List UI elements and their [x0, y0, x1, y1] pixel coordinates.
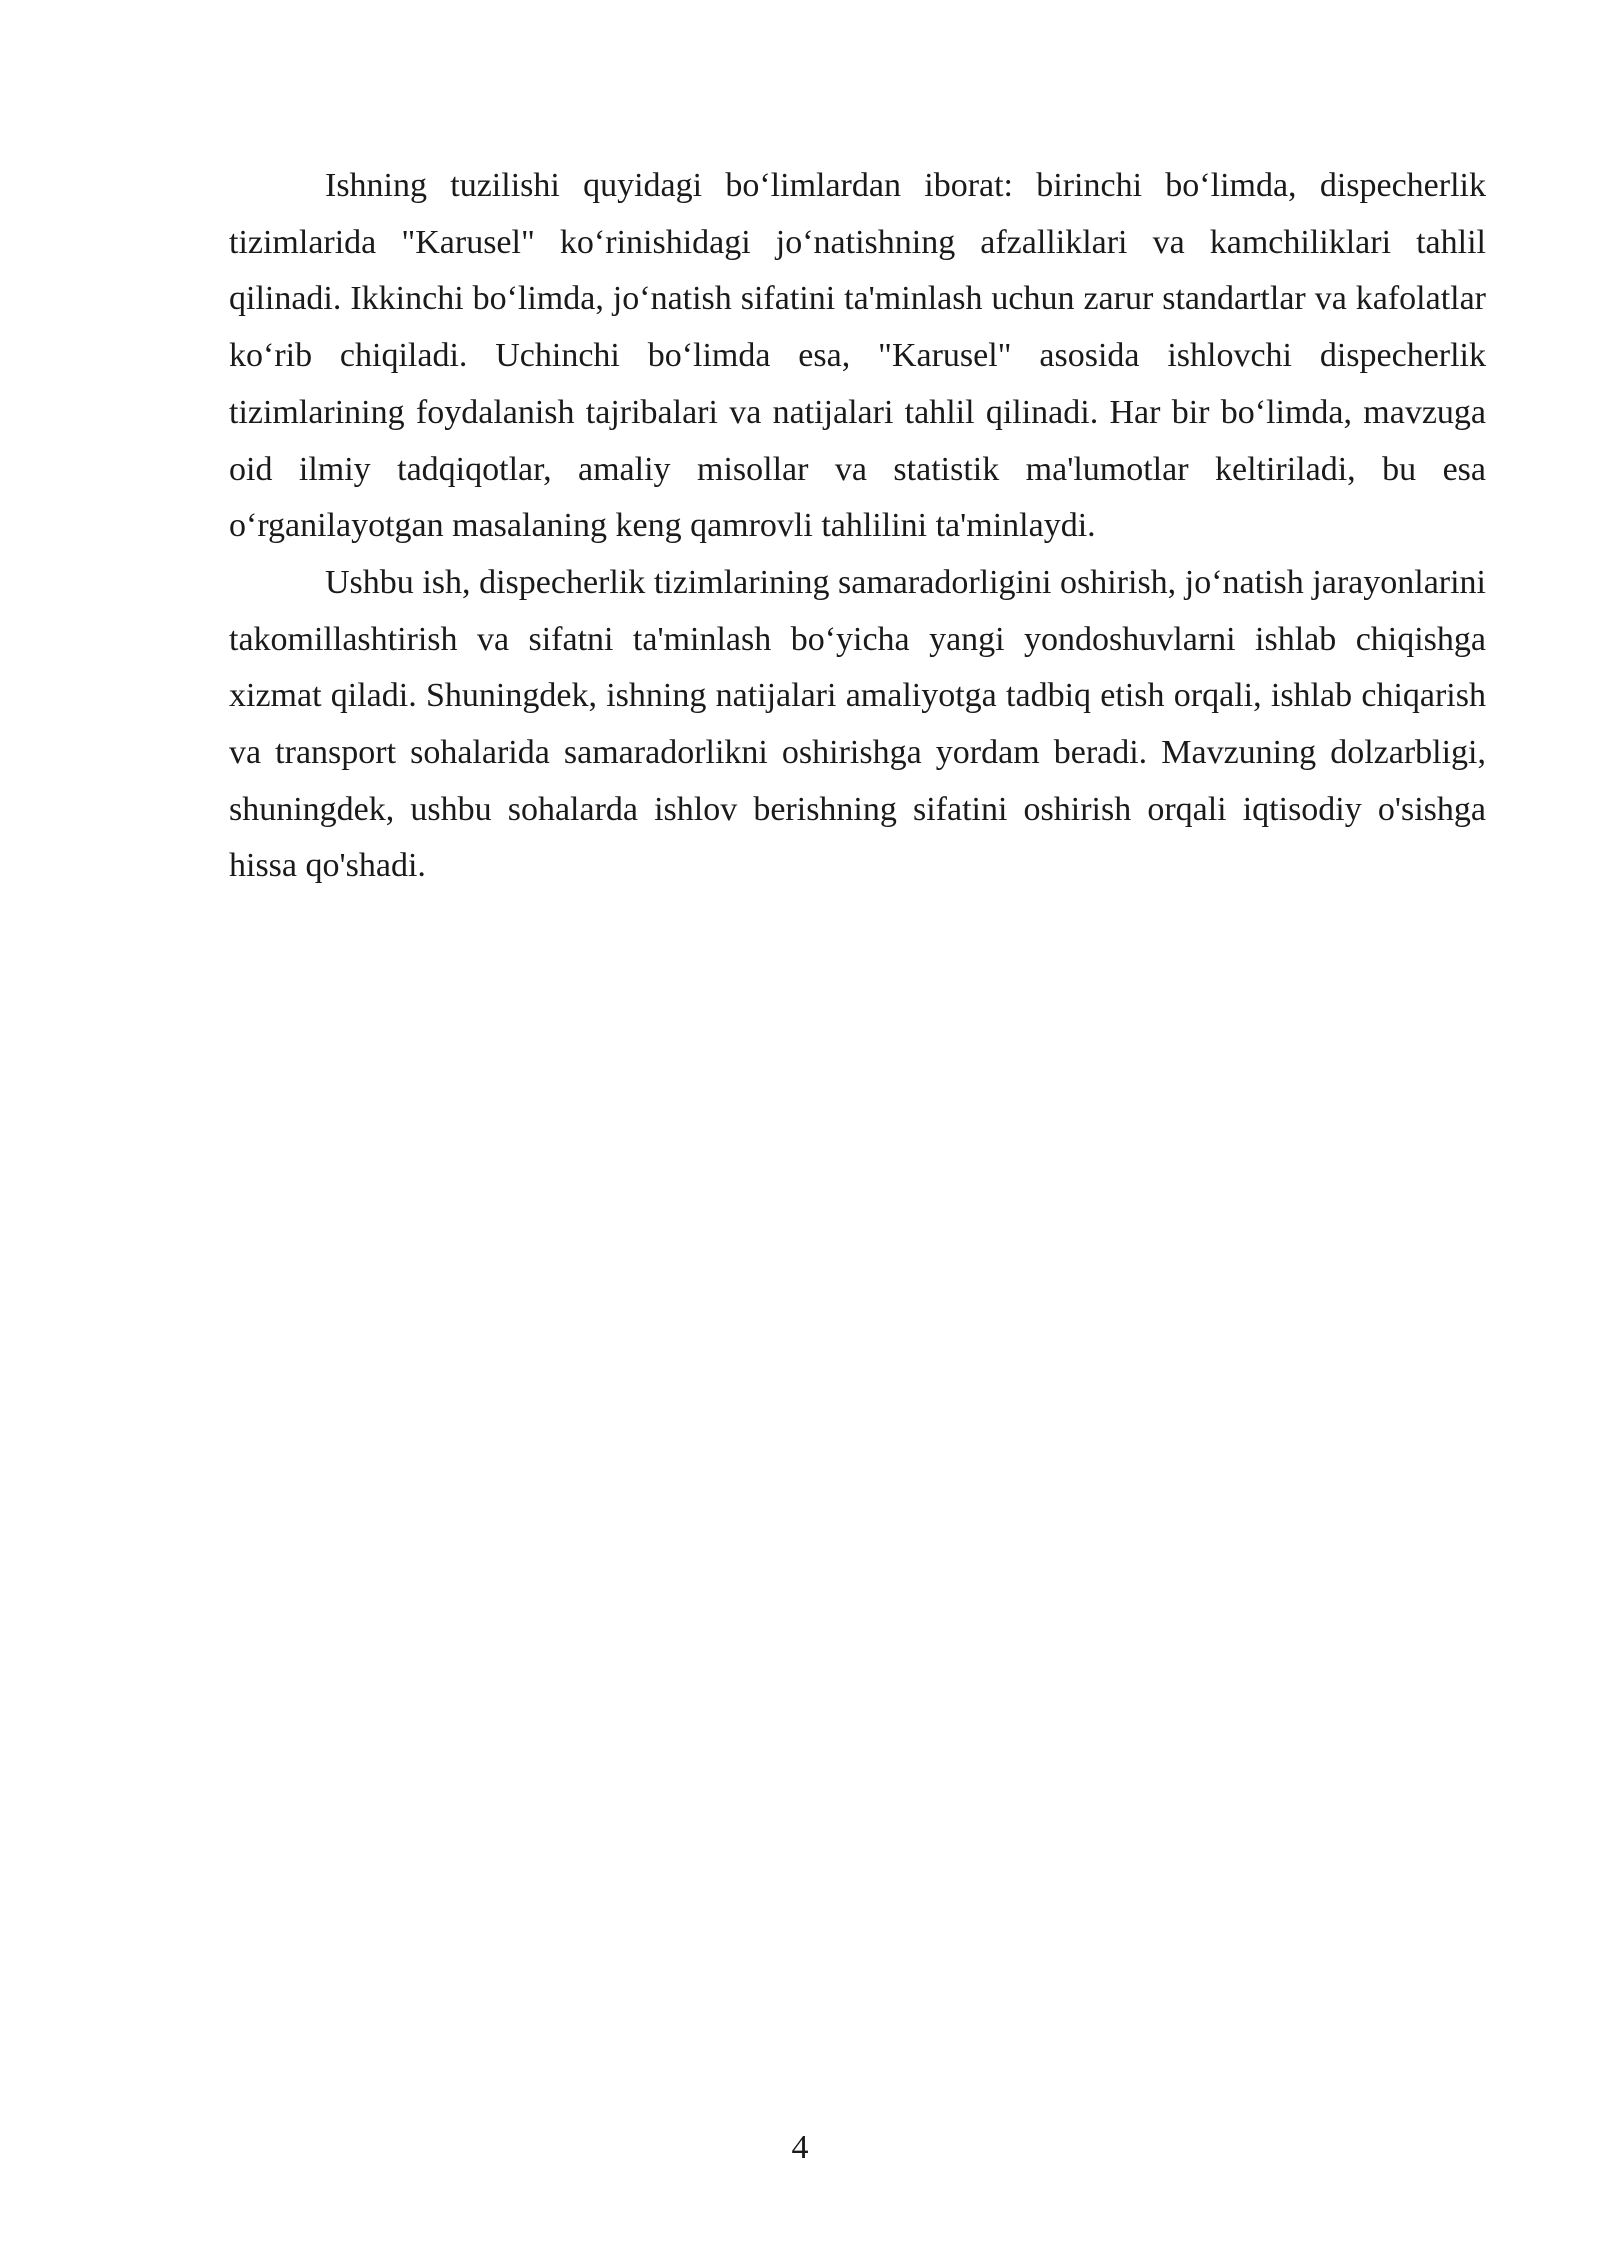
page-number: 4 — [791, 2129, 809, 2166]
paragraph-structure: Ishning tuzilishi quyidagi bo‘limlardan iborat: birinchi bo‘limda, dispecherlik tizimlarida "Karusel" ko‘rinishidagi jo‘natishning afzalliklari va kamchiliklari tahlil qilinadi. Ikkinchi bo‘limda, jo‘natish sifatini ta'minlash uchun zarur standartlar va kafolatlar ko‘rib chiqiladi. Uchinchi bo‘limda esa, "Karusel" asosida ishlovchi dispecherlik tizimlarining foydalanish tajribalari va natijalari tahlil qilinadi. Har bir bo‘limda, mavzuga oid ilmiy tadqiqotlar, amaliy misollar va statistik ma'lumotlar keltiriladi, bu esa o‘rganilayotgan masalaning keng qamrovli tahlilini ta'minlaydi. — [229, 167, 1486, 545]
paragraph-purpose: Ushbu ish, dispecherlik tizimlarining samaradorligini oshirish, jo‘natish jarayonlarini takomillashtirish va sifatni ta'minlash bo‘yicha yangi yondoshuvlarni ishlab chiqishga xizmat qiladi. Shuningdek, ishning natijalari amaliyotga tadbiq etish orqali, ishlab chiqarish va transport sohalarida samaradorlikni oshirishga yordam beradi. Mavzuning dolzarbligi, shuningdek, ushbu sohalarda ishlov berishning sifatini oshirish orqali iqtisodiy o'sishga hissa qo'shadi. — [229, 563, 1486, 885]
body-text — [229, 158, 1486, 895]
